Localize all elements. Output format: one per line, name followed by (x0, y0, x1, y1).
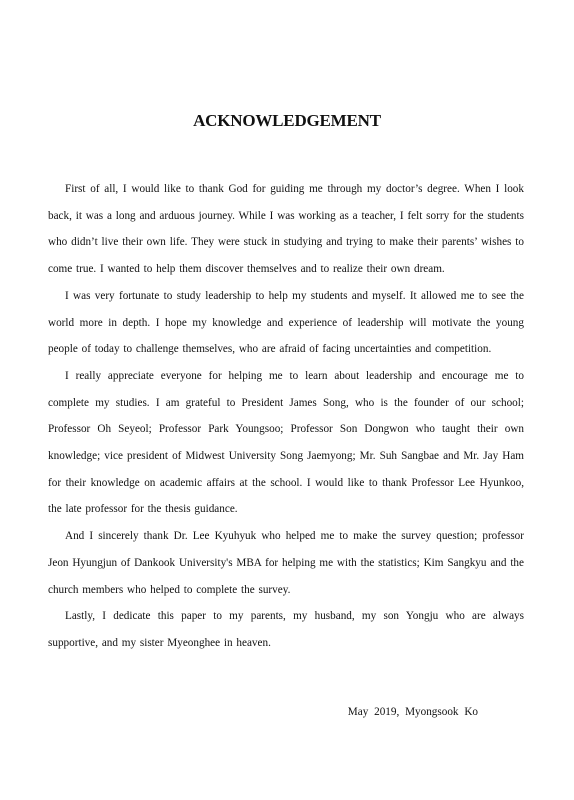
paragraph-4: And I sincerely thank Dr. Lee Kyuhyuk who helped me to make the survey question; professor Jeon Hyungjun of Dankook University's MBA for helping me with the statistics; Kim Sangkyu and the church members who helped to complete the survey. (48, 530, 524, 596)
paragraph-3: I really appreciate everyone for helping me to learn about leadership and encourage me to complete my studies. I am grateful to President James Song, who is the founder of our school; Professor Oh Seyeol; Professor Park Youngsoo; Professor Son Dongwon who taught their own knowledge; vice president of Midwest University Song Jaemyong; Mr. Suh Sangbae and Mr. Jay Ham for their knowledge on academic affairs at the school. I would like to thank Professor Lee Hyunkoo, the late professor for the thesis guidance. (48, 369, 524, 516)
paragraph-1: First of all, I would like to thank God for guiding me through my doctor’s degree. When I look back, it was a long and arduous journey. While I was working as a teacher, I felt sorry for the students who didn’t live their own life. They were stuck in studying and trying to make their parents’ wishes to come true. I wanted to help them discover themselves and to realize their own dream. (48, 183, 524, 276)
signature-line: May 2019, Myongsook Ko (347, 706, 478, 718)
paragraph-5: Lastly, I dedicate this paper to my parents, my husband, my son Yongju who are always supportive, and my sister Myeonghee in heaven. (48, 610, 524, 649)
acknowledgement-body (48, 176, 524, 657)
paragraph-2: I was very fortunate to study leadership to help my students and myself. It allowed me to see the world more in depth. I hope my knowledge and experience of leadership will motivate the young people of today to challenge themselves, who are afraid of facing uncertainties and competition. (48, 289, 524, 356)
page-title: ACKNOWLEDGEMENT (193, 111, 381, 130)
